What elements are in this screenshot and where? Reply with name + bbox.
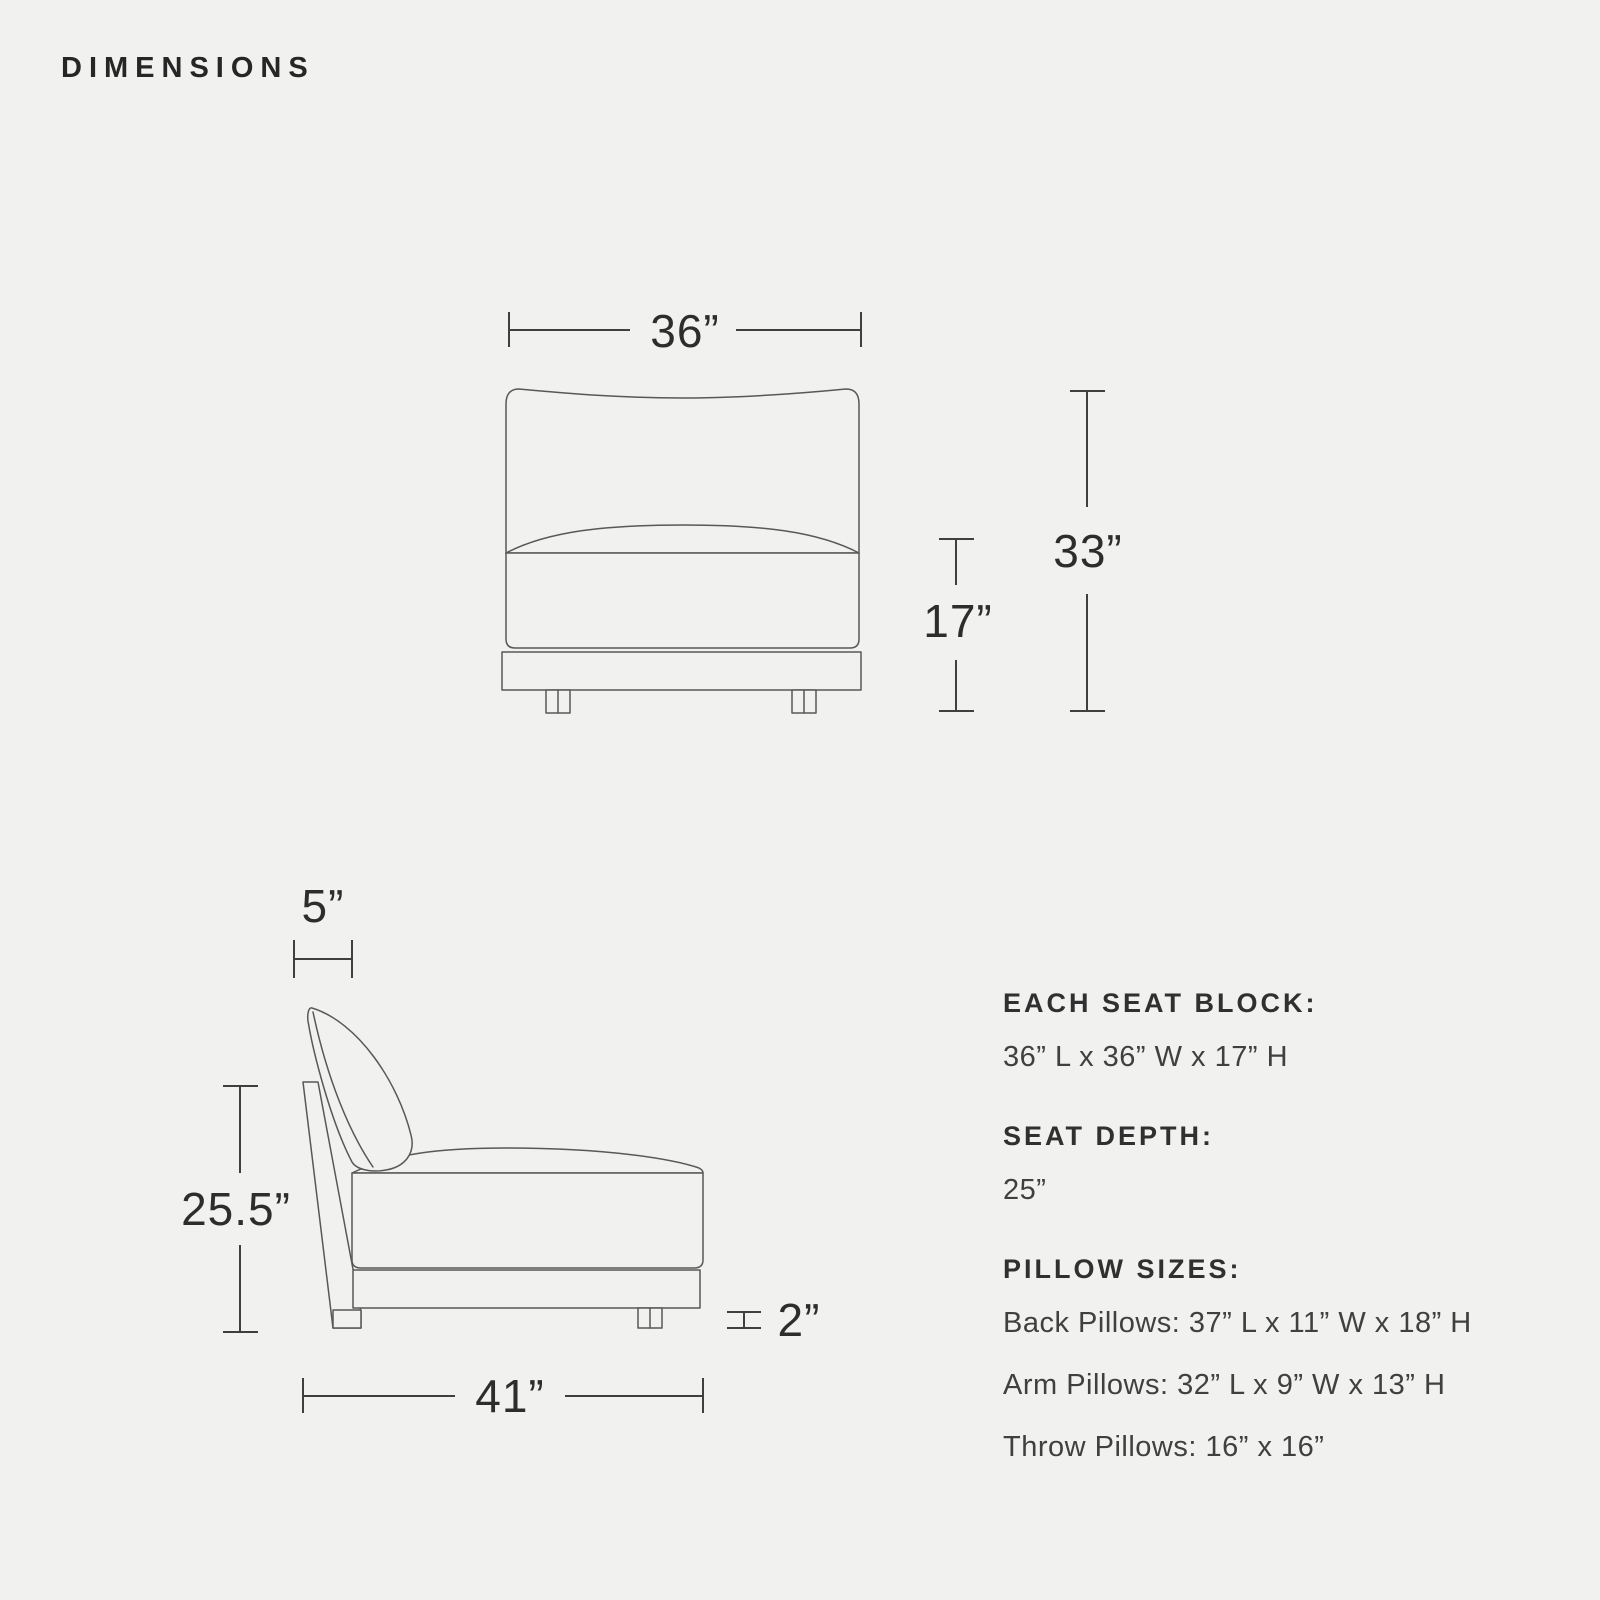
front-width-dimension-label: 36” (650, 305, 720, 357)
spec-list (1003, 988, 1563, 1511)
side-view-drawing (303, 1008, 703, 1328)
spec-value-seat-depth: 25” (1003, 1174, 1047, 1206)
side-leg-height-dimension-label: 2” (777, 1294, 821, 1346)
spec-value-arm-pillows: Arm Pillows: 32” L x 9” W x 13” H (1003, 1369, 1446, 1401)
spec-heading-seat-block: EACH SEAT BLOCK: (1003, 988, 1318, 1018)
side-back-foot (333, 1310, 361, 1328)
side-back-height-dimension-label: 25.5” (181, 1183, 291, 1235)
spec-heading-pillow-sizes: PILLOW SIZES: (1003, 1254, 1242, 1284)
spec-heading-seat-depth: SEAT DEPTH: (1003, 1121, 1215, 1151)
front-base (502, 652, 861, 690)
side-total-depth-dimension-label: 41” (475, 1370, 545, 1422)
front-total-height-dimension-label: 33” (1053, 525, 1123, 577)
front-view-drawing (502, 389, 861, 713)
spec-value-throw-pillows: Throw Pillows: 16” x 16” (1003, 1431, 1325, 1463)
spec-section-seat-depth (1003, 1121, 1563, 1207)
spec-value-seat-block: 36” L x 36” W x 17” H (1003, 1041, 1289, 1073)
front-seat-box (506, 553, 859, 648)
spec-section-seat-block (1003, 988, 1563, 1074)
front-seat-height-dimension-label: 17” (923, 595, 993, 647)
spec-value-back-pillows: Back Pillows: 37” L x 11” W x 18” H (1003, 1307, 1472, 1339)
side-back-thickness-dimension-label: 5” (301, 880, 345, 932)
side-seat-box (352, 1173, 703, 1268)
spec-section-pillow-sizes (1003, 1254, 1563, 1464)
side-base (353, 1270, 700, 1308)
page-title: DIMENSIONS (61, 52, 315, 84)
